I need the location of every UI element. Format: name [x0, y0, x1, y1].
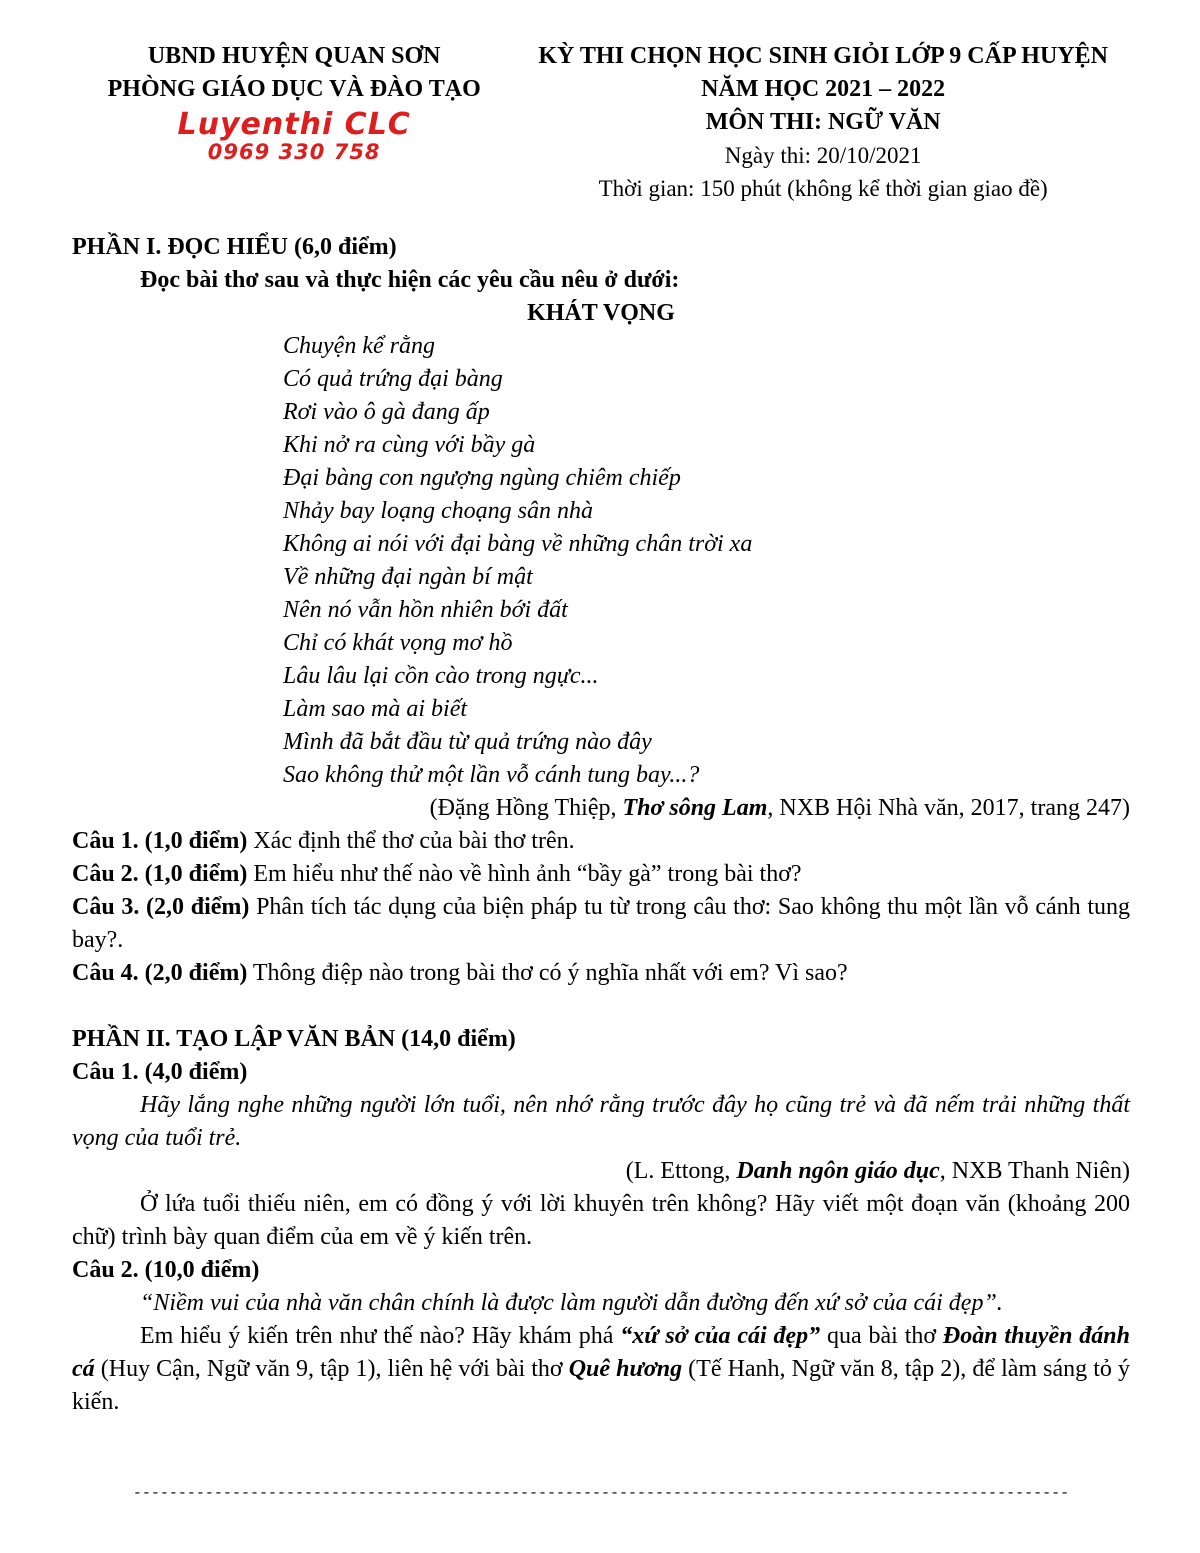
poem-line: Rơi vào ô gà đang ấp [283, 399, 490, 425]
poem-line: Về những đại ngàn bí mật [283, 564, 533, 590]
part-2-writing-section [72, 1023, 1130, 1419]
part-1-heading: PHẦN I. ĐỌC HIỂU (6,0 điểm) [72, 234, 397, 260]
question-1-text: Xác định thể thơ của bài thơ trên. [247, 828, 575, 854]
poem-line: Không ai nói với đại bàng về những chân trời xa [283, 531, 753, 557]
exam-duration: Thời gian: 150 phút (không kể thời gian giao đề) [598, 176, 1048, 201]
poem-line: Lâu lâu lại cồn cào trong ngực... [283, 663, 599, 689]
question-4-label: Câu 4. (2,0 điểm) [72, 960, 248, 986]
poem-body [283, 330, 1130, 792]
poem-line: Nên nó vẫn hồn nhiên bới đất [283, 597, 568, 623]
question-3-label: Câu 3. (2,0 điểm) [72, 894, 250, 920]
authority-line-2: PHÒNG GIÁO DỤC VÀ ĐÀO TẠO [107, 76, 481, 102]
question-2 [72, 858, 1130, 891]
citation-book-title: Thơ sông Lam [622, 795, 768, 821]
footer-dashed-divider: -------------------------------------------------------------------------------------------------------- [132, 1485, 1070, 1502]
q2-task-poem-title-1: Đoàn thuyền đánh cá [72, 1323, 1130, 1382]
question-2-text: Em hiểu như thế nào về hình ảnh “bầy gà” trong bài thơ? [247, 861, 802, 887]
luyenthi-clc-logo [72, 108, 516, 164]
q2-task-poem-title-2: Quê hương [568, 1356, 683, 1382]
poem-line: Khi nở ra cùng với bầy gà [283, 432, 536, 458]
citation-publisher: , NXB Hội Nhà văn, 2017, trang 247) [767, 795, 1130, 821]
authority-line-1: UBND HUYỆN QUAN SƠN [147, 43, 441, 69]
exam-date: Ngày thi: 20/10/2021 [724, 143, 922, 168]
part2-question-1-quote: Hãy lắng nghe những người lớn tuổi, nên nhớ rằng trước đây họ cũng trẻ và đã nếm trải những thất vọng của tuổi trẻ. [72, 1092, 1130, 1151]
poem-line: Sao không thử một lần vỗ cánh tung bay...? [283, 762, 700, 788]
citation-author: (Đặng Hồng Thiệp, [429, 795, 623, 821]
part2-question-1-citation [72, 1155, 1130, 1188]
poem-line: Có quả trứng đại bàng [283, 366, 503, 392]
issuing-authority-block [72, 40, 516, 164]
poem-title: KHÁT VỌNG [527, 300, 675, 326]
part-2-heading: PHẦN II. TẠO LẬP VĂN BẢN (14,0 điểm) [72, 1026, 516, 1052]
part2-question-1-task: Ở lứa tuổi thiếu niên, em có đồng ý với lời khuyên trên không? Hãy viết một đoạn văn (khoảng 200 chữ) trình bày quan điểm của em về ý kiến trên. [72, 1191, 1130, 1250]
q1-citation-publisher: , NXB Thanh Niên) [939, 1158, 1130, 1184]
question-1 [72, 825, 1130, 858]
question-2-label: Câu 2. (1,0 điểm) [72, 861, 248, 887]
exam-title: KỲ THI CHỌN HỌC SINH GIỎI LỚP 9 CẤP HUYỆN [538, 43, 1108, 69]
poem-line: Chuyện kể rằng [283, 333, 435, 359]
poem-line: Chỉ có khát vọng mơ hồ [283, 630, 513, 656]
q2-task-text: Em hiểu ý kiến trên như thế nào? Hãy khám phá [140, 1323, 621, 1349]
q1-citation-book-title: Danh ngôn giáo dục [736, 1158, 940, 1184]
part2-question-2-task [72, 1320, 1130, 1419]
part2-question-2-quote: “Niềm vui của nhà văn chân chính là được làm người dẫn đường đến xứ sở của cái đẹp”. [140, 1290, 1003, 1316]
q2-task-quoted-phrase: “xứ sở của cái đẹp” [620, 1323, 821, 1349]
question-4 [72, 957, 1130, 990]
part2-question-2-label: Câu 2. (10,0 điểm) [72, 1257, 260, 1283]
q2-task-text: (Huy Cận, Ngữ văn 9, tập 1), liên hệ với bài thơ [94, 1356, 569, 1382]
poem-line: Mình đã bắt đầu từ quả trứng nào đây [283, 729, 652, 755]
question-3-text: Phân tích tác dụng của biện pháp tu từ trong câu thơ: Sao không thu một lần vỗ cánh tung bay?. [72, 894, 1130, 953]
part-1-reading-section [72, 231, 1130, 990]
q2-task-text: (Tế Hanh, Ngữ văn 8, tập 2), để làm sáng tỏ ý kiến. [72, 1356, 1130, 1415]
q2-task-text: qua bài thơ [820, 1323, 943, 1349]
logo-phone-number: 0969 330 758 [207, 140, 381, 164]
poem-source-citation [72, 792, 1130, 825]
exam-subject: MÔN THI: NGỮ VĂN [705, 109, 941, 135]
exam-title-block [516, 40, 1130, 205]
question-3 [72, 891, 1130, 957]
poem-line: Đại bàng con ngượng ngùng chiêm chiếp [283, 465, 681, 491]
question-4-text: Thông điệp nào trong bài thơ có ý nghĩa nhất với em? Vì sao? [247, 960, 848, 986]
logo-text: Luyenthi CLC [177, 107, 411, 142]
q1-citation-author: (L. Ettong, [625, 1158, 737, 1184]
question-1-label: Câu 1. (1,0 điểm) [72, 828, 248, 854]
document-header [72, 40, 1130, 205]
poem-line: Làm sao mà ai biết [283, 696, 468, 722]
school-year: NĂM HỌC 2021 – 2022 [701, 76, 946, 102]
part2-question-1-label: Câu 1. (4,0 điểm) [72, 1059, 248, 1085]
poem-line: Nhảy bay loạng choạng sân nhà [283, 498, 593, 524]
part-1-instruction: Đọc bài thơ sau và thực hiện các yêu cầu nêu ở dưới: [140, 267, 680, 293]
